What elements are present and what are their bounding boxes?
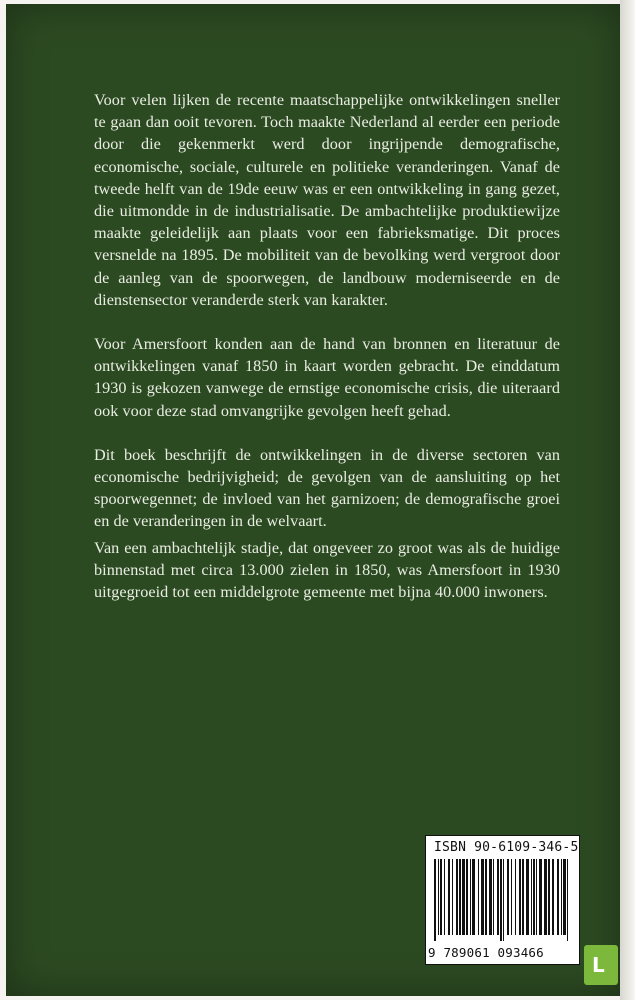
sticker-logo-icon: L [592,953,605,977]
barcode-bar [539,859,542,935]
barcode-bar [531,859,532,935]
barcode-bar [452,859,453,935]
barcode-bar [511,859,512,935]
barcode-bar [515,859,516,935]
barcode-bar [497,859,499,935]
barcode-bar [522,859,524,935]
barcode-bar [526,859,529,935]
barcode-bar [493,859,494,935]
barcode-bar [434,859,436,941]
blurb-paragraph-3: Dit boek beschrijft de ontwikkelingen in de diverse sectoren van economische bedrijvigheid; de gevolgen van de aansluiting op het spoorwegennet; de invloed van het garnizoen; de demografische groei en de veranderingen in de welvaart. [94,445,560,531]
barcode-bar [489,859,492,935]
isbn-barcode [425,835,580,965]
barcode-bar [519,859,521,935]
barcode-bar [507,859,509,935]
barcode-bar [533,859,535,935]
barcode-bar [459,859,461,935]
blurb-paragraph-1: Voor velen lijken de recente maatschappelijke ontwikkelingen sneller te gaan dan ooit tevoren. Toch maakte Nederland al eerder een periode door die gekenmerkt werd door ingrijpende demografische, economische, sociale, culturele en politieke veranderingen. Vanaf de tweede helft van de 19de eeuw was er een ontwikkeling in gang gezet, die uitmondde in de industrialisatie. De ambachtelijke produktiewijze maakte geleidelijk aan plaats voor een fabrieksmatige. Dit proces versnelde na 1895. De mobiliteit van de bevolking werd vergroot door de aanleg van de spoorwegen, de landbouw moderniseerde en de dienstensector veranderde sterk van karakter. [94,91,560,309]
barcode-bar [563,859,566,935]
barcode-bar [548,859,550,935]
barcode-bar [440,859,442,935]
blurb-paragraph-4: Van een ambachtelijk stadje, dat ongeveer zo groot was als de huidige binnenstad met circa 13.000 zielen in 1850, was Amersfoort in 1930 uitgegroeid tot een middelgrote gemeente met bijna 40.000 inwoners. [94,538,560,602]
barcode-bar [462,859,465,935]
barcode-bar [466,859,468,935]
barcode-bar [561,859,562,935]
barcode-bar [444,859,445,935]
back-cover [6,4,620,996]
barcode-bar [481,859,484,935]
barcode-bar [478,859,479,935]
page-edge [620,0,635,1000]
barcode-bar [503,859,504,941]
barcode-bar [544,859,547,935]
barcode-bars [434,859,571,941]
blurb-text [94,89,560,603]
blurb-paragraph-2: Voor Amersfoort konden aan de hand van bronnen en literatuur de ontwikkelingen vanaf 1850 in kaart worden gebracht. De einddatum 1930 is gekozen vanwege de ernstige economische crisis, die uiteraard ook voor deze stad omvangrijke gevolgen heeft gehad. [94,335,560,420]
barcode-bar [456,859,458,935]
barcode-bar [567,859,568,941]
barcode-bar [438,859,439,935]
seller-sticker [584,945,618,985]
barcode-bar [485,859,487,935]
barcode-bar [470,859,471,935]
ean-label: 9 789061 093466 [428,945,544,960]
barcode-bar [536,859,537,935]
barcode-bar [557,859,559,935]
barcode-bar [472,859,475,935]
barcode-bar [448,859,450,935]
isbn-label: ISBN 90-6109-346-5 [434,840,579,855]
barcode-bar [500,859,502,941]
barcode-bar [552,859,554,935]
